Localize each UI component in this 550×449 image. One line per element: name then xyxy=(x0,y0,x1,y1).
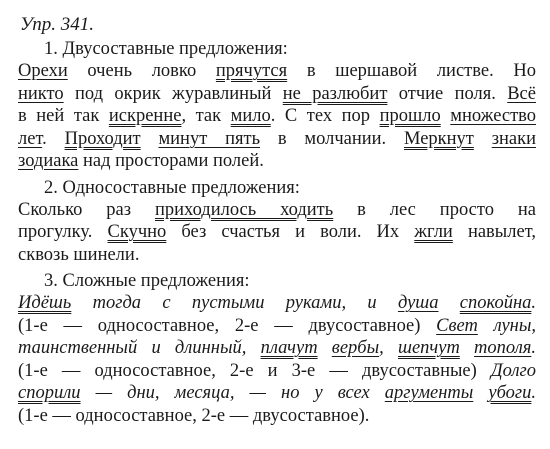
subject-word: лет xyxy=(18,128,43,149)
subject-word: Орехи xyxy=(18,61,68,81)
text-segment: отчие поля. xyxy=(387,83,508,104)
predicate-word: шепчут xyxy=(397,338,460,358)
predicate-word: Проходит xyxy=(64,128,141,149)
text-line xyxy=(18,60,536,83)
text-segment: в ней так xyxy=(18,106,109,126)
text-segment: в шершавой листве. Но xyxy=(287,61,536,81)
text-segment xyxy=(141,129,159,149)
exercise-title: Упр. 341. xyxy=(20,14,95,35)
text-segment: Долго xyxy=(490,360,536,381)
predicate-word: прошло xyxy=(379,106,441,126)
predicate-word: мило xyxy=(230,106,271,126)
text-line xyxy=(18,128,536,151)
text-segment: навылет, xyxy=(452,222,536,242)
subject-word: Свет xyxy=(436,315,478,336)
text-segment: . xyxy=(531,293,537,313)
predicate-word: Идёшь xyxy=(18,293,72,313)
text-segment: , так xyxy=(181,106,231,126)
section-3 xyxy=(18,270,537,427)
predicate-word: Меркнут xyxy=(404,128,474,149)
text-segment: (1-е — односоставное, 2-е — двусоставное) xyxy=(18,315,437,336)
predicate-word: не разлюбит xyxy=(282,83,388,104)
section-1 xyxy=(18,38,537,173)
text-segment: — дни, месяца, — но у всех xyxy=(80,383,385,403)
predicate-word: Скучно xyxy=(107,222,167,242)
section-paragraph xyxy=(18,292,536,427)
text-segment xyxy=(441,106,451,126)
text-segment: луны, xyxy=(477,315,536,336)
text-segment: прогулку. xyxy=(18,222,108,242)
predicate-word: спокойна xyxy=(459,293,532,313)
text-segment: в молчании. xyxy=(260,128,404,149)
subject-word: знаки xyxy=(491,128,537,149)
text-segment xyxy=(474,129,492,149)
predicate-word: убоги xyxy=(488,383,532,403)
sections-container xyxy=(18,38,537,427)
text-segment: , xyxy=(379,338,398,358)
text-segment: (1-е — односоставное, 2-е — двусоставное). xyxy=(18,405,370,426)
text-segment: . С тех пор xyxy=(270,106,380,126)
text-segment: таинственный и длинный, xyxy=(18,338,261,358)
text-segment: над просторами полей. xyxy=(78,151,264,171)
predicate-word: плачут xyxy=(260,338,318,358)
subject-word: множество xyxy=(450,106,537,126)
subject-word: Всё xyxy=(507,83,536,104)
text-segment: . xyxy=(531,383,537,403)
subject-word: душа xyxy=(397,293,439,313)
text-segment: Сколько раз xyxy=(18,199,155,220)
text-line xyxy=(18,83,536,106)
text-line xyxy=(18,150,536,173)
section-heading: 2. Односоставные предложения: xyxy=(44,177,300,198)
section-paragraph xyxy=(18,199,536,267)
text-segment: (1-е — односоставное, 2-е и 3-е — двусоставные) xyxy=(18,360,491,381)
subject-word: тополя xyxy=(474,338,532,358)
predicate-word: спорили xyxy=(18,383,81,403)
predicate-word: приходилось ходить xyxy=(154,199,334,220)
predicate-word: прячутся xyxy=(215,61,288,81)
text-segment: в лес просто на xyxy=(333,199,536,220)
text-segment: . xyxy=(531,338,536,358)
subject-word: аргументы xyxy=(384,383,474,403)
text-line xyxy=(18,315,536,338)
predicate-word: жгли xyxy=(414,222,453,242)
text-line xyxy=(18,105,536,128)
section-paragraph xyxy=(18,60,536,173)
text-segment: сквозь шинели. xyxy=(18,244,140,265)
predicate-word: искренне xyxy=(108,106,182,126)
text-segment: . xyxy=(42,128,65,149)
text-segment xyxy=(318,338,332,358)
section-heading: 1. Двусоставные предложения: xyxy=(44,39,288,59)
text-segment xyxy=(473,383,488,403)
section-2 xyxy=(18,177,536,267)
subject-word: зодиака xyxy=(18,151,79,171)
subject-word: вербы xyxy=(331,338,380,358)
text-segment: под окрик журавлиный xyxy=(63,83,283,104)
section-heading: 3. Сложные предложения: xyxy=(44,271,250,291)
text-segment: очень ловко xyxy=(67,61,216,81)
subject-word: никто xyxy=(18,83,64,104)
text-line xyxy=(18,405,536,428)
text-segment xyxy=(439,293,460,313)
text-line xyxy=(18,382,536,405)
text-line xyxy=(18,360,536,383)
text-segment xyxy=(460,338,474,358)
text-line xyxy=(18,292,536,315)
text-line xyxy=(18,221,536,244)
text-line xyxy=(18,337,536,360)
subject-word: минут пять xyxy=(158,128,261,149)
text-line xyxy=(18,199,536,222)
text-segment: без счастья и воли. Их xyxy=(166,222,415,242)
text-line xyxy=(18,244,536,267)
text-segment: тогда с пустыми руками, и xyxy=(71,293,398,313)
